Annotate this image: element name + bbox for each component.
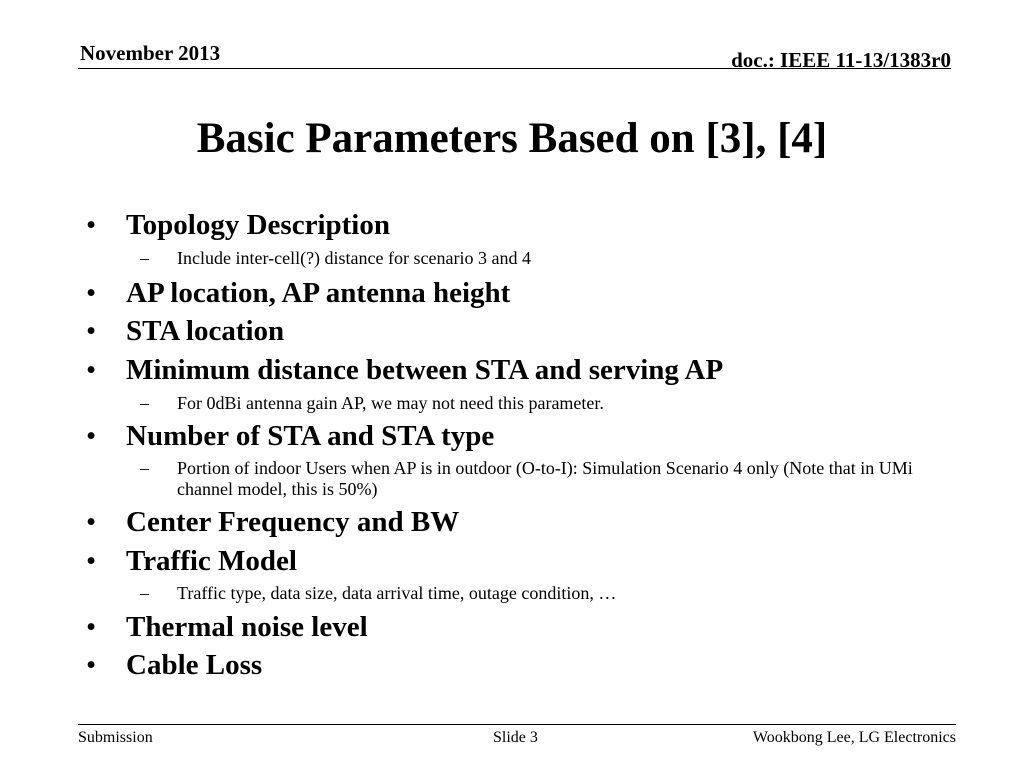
bullet-text: Cable Loss: [126, 649, 263, 681]
bullet-text: Topology Description: [126, 209, 390, 241]
footer-author: Wookbong Lee, LG Electronics: [752, 729, 956, 746]
bullet-text: STA location: [126, 315, 285, 347]
header-divider: [78, 68, 951, 69]
bullet-text: Minimum distance between STA and serving AP: [126, 354, 724, 386]
bullet-text: AP location, AP antenna height: [126, 277, 511, 309]
footer-slide-number: Slide 3: [493, 729, 538, 746]
dash-marker: –: [140, 248, 149, 268]
sub-bullet-text: For 0dBi antenna gain AP, we may not need this parameter.: [177, 393, 604, 413]
bullet-text: Traffic Model: [126, 545, 297, 577]
slide-title: Basic Parameters Based on [3], [4]: [196, 115, 828, 162]
dash-marker: –: [140, 458, 149, 478]
sub-bullet-text: Portion of indoor Users when AP is in outdoor (O-to-I): Simulation Scenario 4 only (Note that in UMi channel model, this is 50%): [177, 458, 913, 499]
header-date: November 2013: [80, 41, 221, 65]
sub-bullet-text: Include inter-cell(?) distance for scenario 3 and 4: [177, 248, 531, 268]
bullet-text: Number of STA and STA type: [126, 420, 495, 452]
sub-bullet-text: Traffic type, data size, data arrival time, outage condition, …: [177, 583, 617, 603]
bullet-marker: •: [86, 420, 97, 452]
dash-marker: –: [140, 393, 149, 413]
bullet-marker: •: [86, 506, 97, 538]
dash-marker: –: [140, 583, 149, 603]
footer-divider: [78, 724, 956, 725]
bullet-marker: •: [86, 354, 97, 386]
bullet-marker: •: [86, 545, 97, 577]
bullet-marker: •: [86, 611, 97, 643]
bullet-marker: •: [86, 209, 97, 241]
header-doc-id: doc.: IEEE 11-13/1383r0: [731, 48, 951, 72]
bullet-marker: •: [86, 315, 97, 347]
bullet-text: Thermal noise level: [126, 611, 368, 643]
bullet-marker: •: [86, 649, 97, 681]
footer-submission: Submission: [78, 729, 153, 746]
bullet-text: Center Frequency and BW: [126, 506, 460, 538]
bullet-marker: •: [86, 277, 97, 309]
